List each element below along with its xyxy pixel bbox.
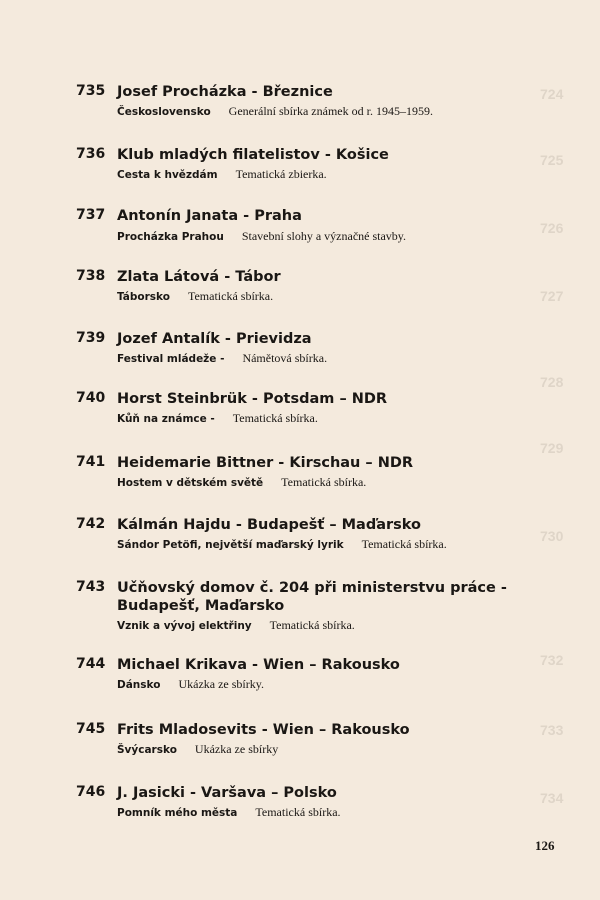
entry-detail <box>117 229 406 244</box>
entry-heading: Jozef Antalík - Prievidza <box>117 331 312 347</box>
entry-heading: Klub mladých filatelistov - Košice <box>117 147 389 163</box>
entry-subtitle: Pomník mého města <box>117 807 238 819</box>
entry-description: Námětová sbírka. <box>242 351 328 365</box>
entry-heading: Heidemarie Bittner - Kirschau – NDR <box>117 455 414 471</box>
entry-description: Stavební slohy a význačné stavby. <box>241 229 407 243</box>
entry-heading: Michael Krikava - Wien – Rakousko <box>117 657 400 673</box>
entry-heading: Frits Mladosevits - Wien – Rakousko <box>117 722 410 738</box>
entry-subtitle: Cesta k hvězdám <box>117 169 218 181</box>
entry-number: 735 <box>76 83 106 99</box>
entry-heading: Antonín Janata - Praha <box>117 208 302 224</box>
entry-number: 737 <box>76 207 106 223</box>
entry-number: 738 <box>76 268 106 284</box>
entry-detail <box>117 742 278 757</box>
entry-detail <box>117 537 447 552</box>
entry-description: Tematická sbírka. <box>361 537 447 551</box>
entry-subtitle: Táborsko <box>117 291 170 303</box>
entry-number: 736 <box>76 146 106 162</box>
catalog-page: 724 725 726 727 728 729 730 732 733 734 735 Josef Procházka - Březnice Československo Generální sbírka známek od r. 1945–1959. 736 Klub mladých filatelistov - Košice Cesta k hvězdám Tematická zbierka. 737 Antonín Janata - Praha Procházka Prahou Stavební slohy a význačné stavby. 738 Zlata Látová - Tábor Táborsko Tematická sbírka. 739 Jozef Antalík - Prievidza Festival mládeže - Námětová sbírka. 740 Horst Steinbrük - Potsdam – NDR Kůň na známce - Tematická sbírka. 741 Heidemarie Bittner - Kirschau – NDR Hostem v dětském světě Tematická sbírka. 742 Kálmán Hajdu - Budapešť – Maďarsko Sándor Petöfi, největší maďarský lyrik Tematická sbírka. 743 Učňovský domov č. 204 při ministerstvu práce - Budapešť, Maďarsko Vznik a vývoj elektřiny Tematická sbírka. 744 Michael Krikava - Wien – Rakousko Dánsko Ukázka ze sbírky. 745 Frits Mladosevits - Wien – Rakousko Švýcarsko Ukázka ze sbírky 746 J. Jasicki - Varšava – Polsko Pomník mého města Tematická sbírka. 126 <box>0 0 600 900</box>
entry-heading: J. Jasicki - Varšava – Polsko <box>117 785 337 801</box>
entry-detail <box>117 167 327 182</box>
entry-number: 746 <box>76 784 106 800</box>
entry-number: 744 <box>76 656 106 672</box>
entry-description: Generální sbírka známek od r. 1945–1959. <box>228 104 433 118</box>
entry-description: Ukázka ze sbírky. <box>178 677 264 691</box>
entry-detail <box>117 677 264 692</box>
entry-description: Tematická zbierka. <box>235 167 327 181</box>
entry-number: 741 <box>76 454 106 470</box>
entry-description: Tematická sbírka. <box>255 805 341 819</box>
entry-detail <box>117 618 355 633</box>
entry-detail <box>117 104 433 119</box>
entry-description: Tematická sbírka. <box>269 618 355 632</box>
page-number: 126 <box>535 838 555 853</box>
entry-number: 743 <box>76 579 106 595</box>
entry-number: 745 <box>76 721 106 737</box>
entry-detail <box>117 805 341 820</box>
entry-detail <box>117 289 273 304</box>
entry-detail <box>117 475 366 490</box>
entry-number: 740 <box>76 390 106 406</box>
entry-subtitle: Švýcarsko <box>117 744 177 756</box>
entry-description: Tematická sbírka. <box>281 475 367 489</box>
entry-subtitle: Vznik a vývoj elektřiny <box>117 620 252 632</box>
entry-description: Ukázka ze sbírky <box>194 742 279 756</box>
entry-subtitle: Procházka Prahou <box>117 231 224 243</box>
entry-number: 739 <box>76 330 106 346</box>
entry-subtitle: Dánsko <box>117 679 161 691</box>
entry-heading: Zlata Látová - Tábor <box>117 269 281 285</box>
entry-detail <box>117 351 327 366</box>
entry-subtitle: Hostem v dětském světě <box>117 477 264 489</box>
entry-number: 742 <box>76 516 106 532</box>
entry-subtitle: Festival mládeže - <box>117 353 225 365</box>
entry-heading: Učňovský domov č. 204 při ministerstvu práce - Budapešť, Maďarsko <box>117 580 507 614</box>
entry-heading: Kálmán Hajdu - Budapešť – Maďarsko <box>117 517 421 533</box>
entry-description: Tematická sbírka. <box>232 411 318 425</box>
entry-subtitle: Československo <box>117 106 211 118</box>
entry-detail <box>117 411 318 426</box>
entry-description: Tematická sbírka. <box>187 289 274 303</box>
entry-subtitle: Sándor Petöfi, největší maďarský lyrik <box>117 539 344 551</box>
entry-heading: Josef Procházka - Březnice <box>117 84 333 100</box>
entry-subtitle: Kůň na známce - <box>117 413 215 425</box>
entry-heading: Horst Steinbrük - Potsdam – NDR <box>117 391 388 407</box>
